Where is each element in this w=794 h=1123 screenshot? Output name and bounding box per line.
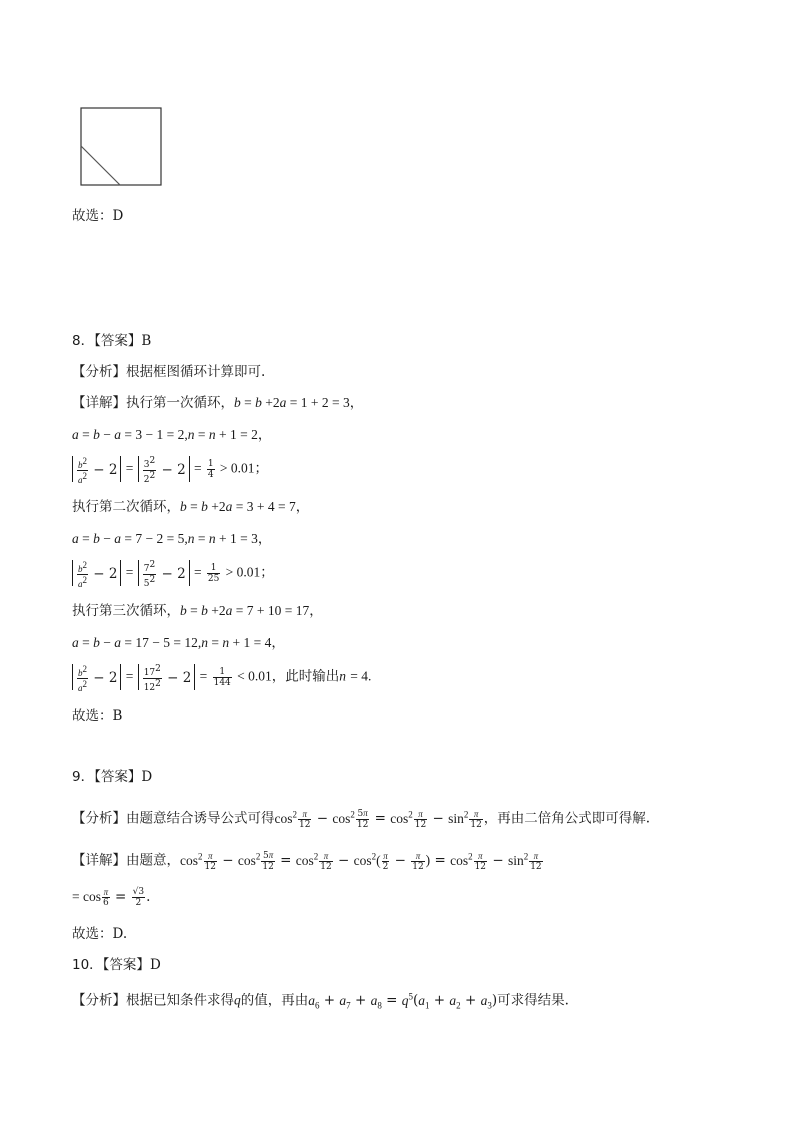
q8-formula-line-5: [72, 529, 271, 549]
q9-select-line: 故选：D.: [72, 926, 128, 942]
q8-abs-value: $\frac{3^2}{2^2}$ − 2: [138, 456, 190, 482]
q9-detail-line: 【详解】由题意，$\cos^2$ $\frac{\pi}{12}$ − $\cos^2$ $\frac{5\pi}{12}$ = $\cos^2$ $\frac{\pi}{12}$ − $\cos^2$( $\frac{\pi}{2}$ − $\frac{\pi}{12}$ ) = $\cos^2$ $\frac{\pi}{12}$ − $\sin^2$ $\frac{\pi}{12}$: [72, 850, 542, 872]
q10-analysis-tag: 【分析】: [72, 992, 126, 1009]
q10-answer-value: D: [149, 957, 161, 973]
q9-detail-tag: 【详解】: [72, 852, 126, 869]
answer-figure-square: [80, 107, 164, 187]
q8-output-text: ，此时输出: [271, 668, 340, 685]
q8-loop1-formula: b = b +2a = 1 + 2 = 3，: [234, 395, 364, 410]
q8-loop3-formula: b = b +2a = 7 + 10 = 17，: [180, 603, 323, 618]
q9-answer-line: [72, 767, 152, 787]
q8-answer-prefix: 8．【答案】: [72, 333, 142, 349]
q9-answer-prefix: 9．【答案】: [72, 769, 142, 785]
q8-detail-line-1: [72, 393, 363, 413]
q8-answer-line: [72, 331, 151, 351]
q8-formula-line-2: [72, 425, 271, 445]
q9-detail-text-a: 由题意，: [126, 852, 180, 869]
q10-analysis-text-a: 根据已知条件求得: [126, 992, 234, 1009]
q8-loop1-text: 执行第一次循环，: [126, 395, 234, 411]
q9-analysis-line: 【分析】由题意结合诱导公式可得$\cos^2$ $\frac{\pi}{12}$ − $\cos^2$ $\frac{5\pi}{12}$ = $\cos^2$ $\frac{\pi}{12}$ − $\sin^2$ $\frac{\pi}{12}$ ，再由二倍角公式即可得解.: [72, 808, 651, 830]
q9-answer-value: D: [141, 769, 153, 785]
q8-loop3-text: 执行第三次循环，: [72, 603, 180, 619]
q8-formula-line-3: $\frac{b^2}{a^2}$ − 2 = $\frac{3^2}{2^2}$ − 2 = $\frac{1}{4}$ > 0.01；: [72, 456, 268, 482]
q9-detail-line-2: = cos $\frac{\pi}{6}$ = $\frac{√3}{2}$ .: [72, 887, 151, 908]
q8-loop3-update: a = b − a = 17 − 5 = 12,n = n + 1 = 4，: [72, 635, 285, 650]
q8-formula-line-7: [72, 601, 323, 621]
q8-detail-tag: 【详解】: [72, 395, 126, 411]
q8-abs-expression: $\frac{b^2}{a^2}$ − 2: [72, 456, 121, 482]
q8-loop2-text: 执行第二次循环，: [72, 499, 180, 515]
q8-analysis-line: [72, 362, 265, 382]
q8-select-line: 故选：B: [72, 708, 123, 724]
q10-answer-prefix: 10．【答案】: [72, 957, 150, 973]
q10-analysis-text-b: 的值，再由: [240, 992, 309, 1009]
q8-answer-value: B: [141, 333, 152, 349]
q8-loop2-update: a = b − a = 7 − 2 = 5,n = n + 1 = 3，: [72, 531, 272, 546]
q10-analysis-line: 【分析】根据已知条件求得q的值，再由$a_6 + a_7 + a_8 = q^5(a_1 + a_2 + a_3)$可求得结果.: [72, 991, 569, 1011]
q10-analysis-text-c: 可求得结果.: [497, 992, 569, 1009]
q10-answer-line: [72, 955, 161, 975]
q8-formula-line-9: $\frac{b^2}{a^2}$ − 2 = $\frac{17^2}{12^2}$ − 2 = $\frac{1}{144}$ < 0.01，此时输出n = 4.: [72, 664, 371, 690]
q8-formula-line-8: [72, 633, 285, 653]
q8-formula-line-4: [72, 497, 309, 517]
q9-analysis-text-b: ，再由二倍角公式即可得解.: [483, 810, 651, 827]
q8-loop1-update: a = b − a = 3 − 1 = 2,n = n + 1 = 2，: [72, 427, 272, 442]
q7-select-line: 故选：D: [72, 208, 124, 224]
q8-formula-line-6: $\frac{b^2}{a^2}$ − 2 = $\frac{7^2}{5^2}$ − 2 = $\frac{1}{25}$ > 0.01；: [72, 560, 274, 586]
q8-analysis-tag: 【分析】: [72, 364, 126, 380]
q8-analysis-text: 根据框图循环计算即可.: [126, 364, 266, 380]
q8-loop2-formula: b = b +2a = 3 + 4 = 7，: [180, 499, 310, 514]
q9-analysis-tag: 【分析】: [72, 810, 126, 827]
q9-analysis-text-a: 由题意结合诱导公式可得: [126, 810, 275, 827]
